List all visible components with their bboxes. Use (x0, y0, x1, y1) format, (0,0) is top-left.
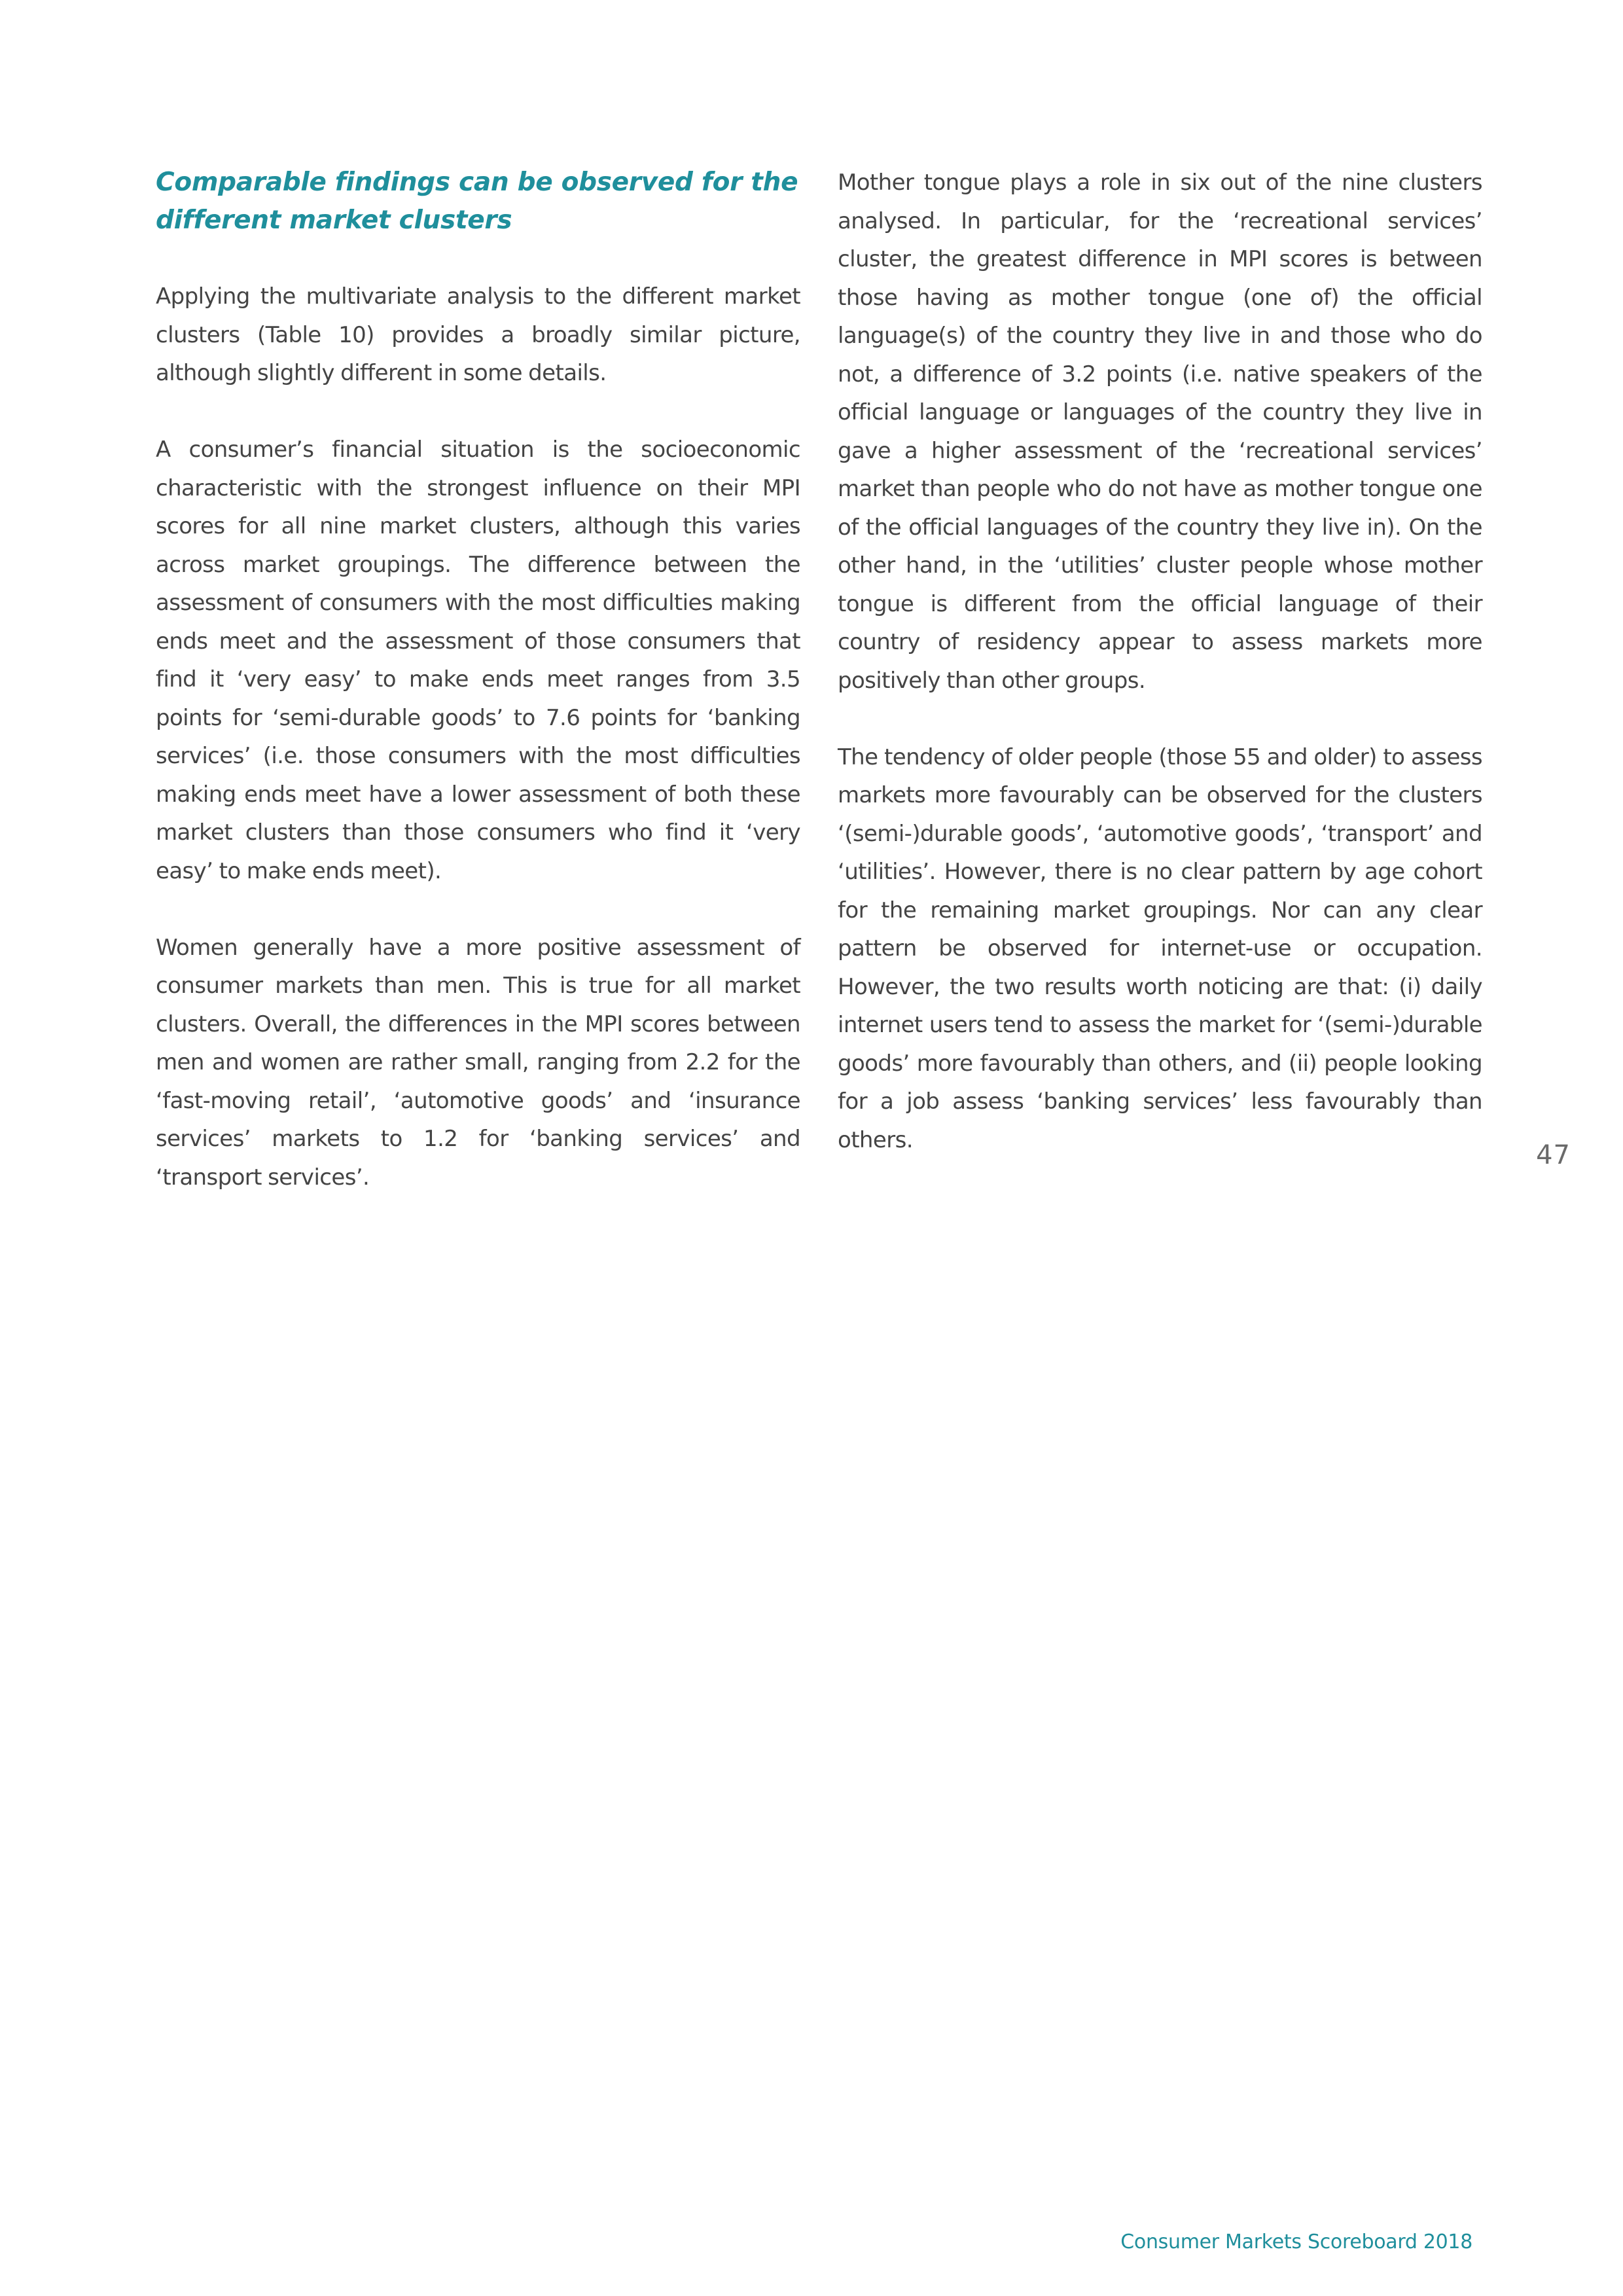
paragraph-mother-tongue: Mother tongue plays a role in six out of the nine clusters analysed. In particular, for the ‘recreational services’ cluster, the greatest difference in MPI scores is between those having as mother tongue (one of) the official language(s) of the country they live in and those who do not, a difference of 3.2 points (i.e. native speakers of the official language or languages of the country they live in gave a higher assessment of the ‘recreational services’ market than people who do not have as mother tongue one of the official languages of the country they live in). On the other hand, in the ‘utilities’ cluster people whose mother tongue is different from the official language of their country of residency appear to assess markets more positively than other groups. (838, 170, 1482, 694)
paragraph-gender: Women generally have a more positive assessment of consumer markets than men. This is true for all market clusters. Overall, the differences in the MPI scores between men and women are rather small, ranging from 2.2 for the ‘fast-moving retail’, ‘automotive goods’ and ‘insurance services’ markets to 1.2 for ‘banking services’ and ‘transport services’. (156, 934, 800, 1191)
right-column (838, 164, 1482, 1159)
paragraph-financial-situation: A consumer’s financial situation is the socioeconomic characteristic with the strongest influence on their MPI scores for all nine market clusters, although this varies across market groupings. The difference between the assessment of consumers with the most difficulties making ends meet and the assessment of those consumers that find it ‘very easy’ to make ends meet ranges from 3.5 points for ‘semi-durable goods’ to 7.6 points for ‘banking services’ (i.e. those consumers with the most difficulties making ends meet have a lower assessment of both these market clusters than those consumers who find it ‘very easy’ to make ends meet). (156, 437, 800, 884)
paragraph-age: The tendency of older people (those 55 and older) to assess markets more favourably can be observed for the clusters ‘(semi-)durable goods’, ‘automotive goods’, ‘transport’ and ‘utilities’. However, there is no clear pattern by age cohort for the remaining market groupings. Nor can any clear pattern be observed for internet-use or occupation. However, the two results worth noticing are that: (i) daily internet users tend to assess the market for ‘(semi-)durable goods’ more favourably than others, and (ii) people looking for a job assess ‘banking services’ less favourably than others. (838, 744, 1482, 1153)
section-subheading: Comparable findings can be observed for the different market clusters (156, 168, 798, 235)
page-number: 47 (1536, 1140, 1571, 1170)
paragraph-multivariate-analysis: Applying the multivariate analysis to the different market clusters (Table 10) provides a broadly similar picture, although slightly different in some details. (156, 283, 800, 386)
footer-publication-title: Consumer Markets Scoreboard 2018 (1120, 2231, 1472, 2253)
left-column (156, 164, 800, 1196)
